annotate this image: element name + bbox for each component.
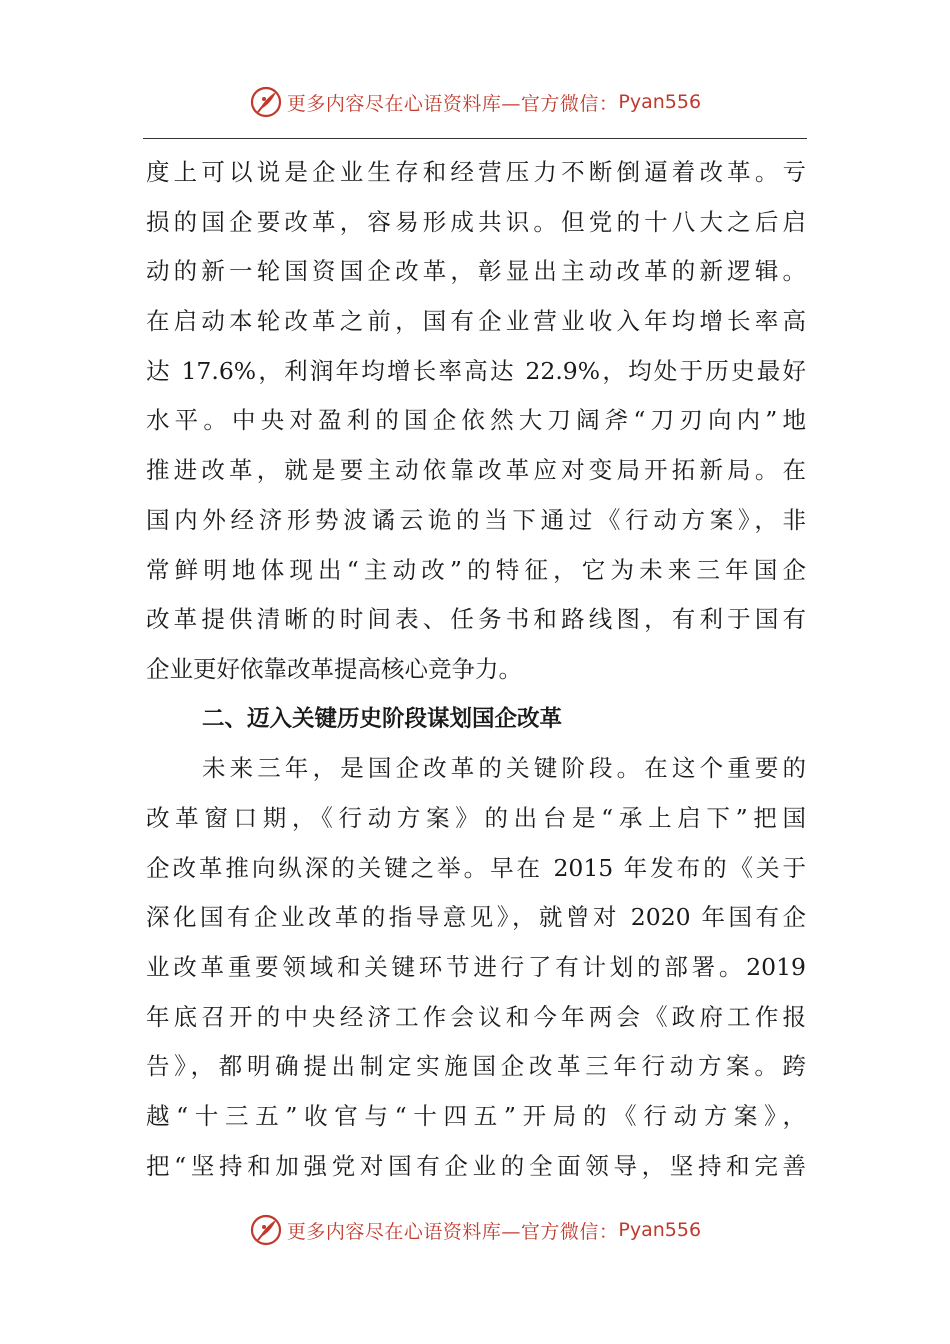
- text-line: 改革窗口期，《行动方案》的出台是“承上启下”把国: [146, 803, 806, 832]
- text-line: 年底召开的中央经济工作会议和今年两会《政府工作报: [146, 1002, 806, 1031]
- document-body: [146, 148, 806, 1191]
- footer-wechat-id: Pyan556: [618, 1219, 702, 1241]
- text-line: 越“十三五”收官与“十四五”开局的《行动方案》，: [146, 1102, 806, 1131]
- text-line: 度上可以说是企业生存和经营压力不断倒逼着改革。亏: [146, 158, 806, 186]
- text-line: 在启动本轮改革之前，国有企业营业收入年均增长率高: [146, 307, 806, 336]
- text-line: 企改革推向纵深的关键之举。早在 2015 年发布的《关于: [146, 853, 806, 882]
- text-line: 告》，都明确提出制定实施国企改革三年行动方案。跨: [146, 1052, 806, 1081]
- footer-banner: [0, 1210, 950, 1250]
- text-line: 深化国有企业改革的指导意见》，就曾对 2020 年国有企: [146, 903, 806, 932]
- header-divider: [143, 138, 807, 139]
- text-line: 未来三年，是国企改革的关键阶段。在这个重要的: [202, 754, 806, 783]
- text-line: 水平。中央对盈利的国企依然大刀阔斧“刀刃向内”地: [146, 406, 806, 435]
- header-wechat-id: Pyan556: [618, 91, 702, 113]
- text-line: 把“坚持和加强党对国有企业的全面领导，坚持和完善: [146, 1151, 806, 1180]
- text-line: 改革提供清晰的时间表、任务书和路线图，有利于国有: [146, 605, 806, 634]
- text-line: 推进改革，就是要主动依靠改革应对变局开拓新局。在: [146, 456, 806, 485]
- quill-logo-icon: [249, 85, 283, 119]
- text-line: 国内外经济形势波谲云诡的当下通过《行动方案》，非: [146, 505, 806, 534]
- text-line: 业改革重要领域和关键环节进行了有计划的部署。2019: [146, 953, 806, 981]
- header-banner: [0, 82, 950, 122]
- footer-text: 更多内容尽在心语资料库—官方微信：: [286, 1220, 619, 1243]
- text-line: 动的新一轮国资国企改革，彰显出主动改革的新逻辑。: [146, 257, 806, 286]
- text-line: 企业更好依靠改革提高核心竞争力。: [146, 654, 522, 683]
- section-heading: 二、迈入关键历史阶段谋划国企改革: [202, 705, 563, 732]
- text-line: 损的国企要改革，容易形成共识。但党的十八大之后启: [146, 207, 806, 236]
- text-line: 常鲜明地体现出“主动改”的特征，它为未来三年国企: [146, 555, 806, 584]
- text-line: 达 17.6%，利润年均增长率高达 22.9%，均处于历史最好: [146, 356, 806, 385]
- header-text: 更多内容尽在心语资料库—官方微信：: [286, 92, 619, 115]
- quill-logo-icon: [249, 1213, 283, 1247]
